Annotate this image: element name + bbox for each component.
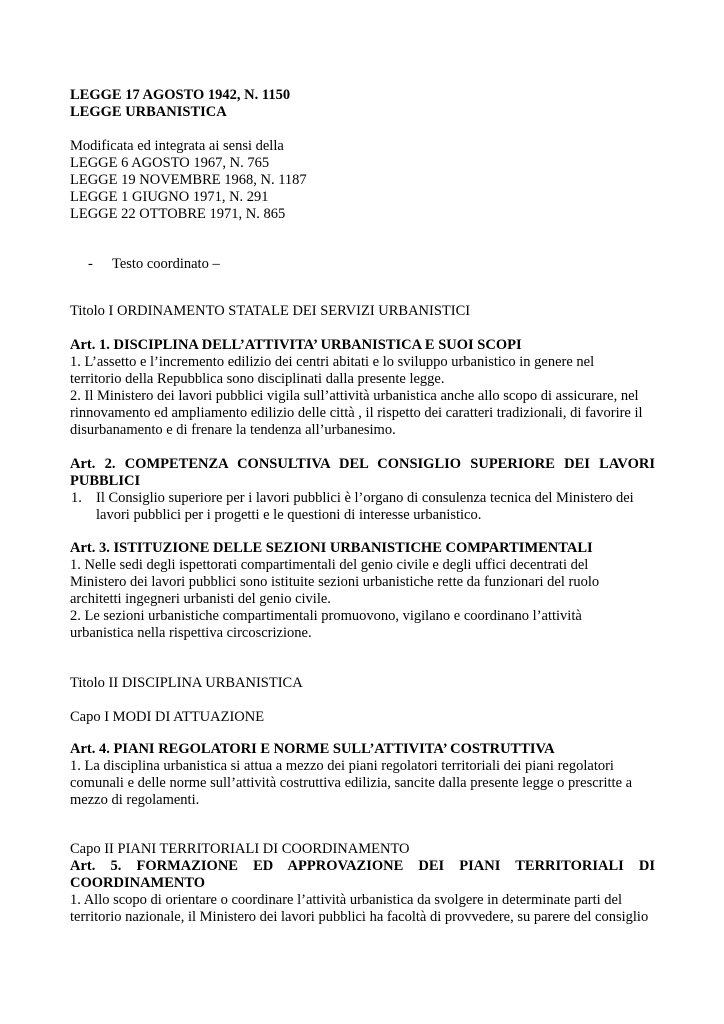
amendment-line: LEGGE 6 AGOSTO 1967, N. 765 bbox=[70, 155, 270, 171]
titolo-1-text: Titolo I ORDINAMENTO STATALE DEI SERVIZI URBANISTICI bbox=[70, 303, 471, 319]
bullet-marker: - bbox=[88, 256, 93, 272]
article-2-item-line: Il Consiglio superiore per i lavori pubblici è l’organo di consulenza tecnica del Ministero dei bbox=[96, 490, 634, 506]
article-3-line: 2. Le sezioni urbanistiche compartimentali promuovono, vigilano e coordinano l’attività bbox=[70, 608, 582, 624]
coordinated-text-label: Testo coordinato – bbox=[112, 256, 220, 272]
titolo-1-heading bbox=[70, 303, 655, 320]
article-2-heading-line-2: PUBBLICI bbox=[70, 473, 141, 489]
article-5-heading-line-2: COORDINAMENTO bbox=[70, 875, 206, 891]
article-2-heading-line-1: Art. 2. COMPETENZA CONSULTIVA DEL CONSIGLIO SUPERIORE DEI LAVORI bbox=[70, 456, 655, 472]
law-header bbox=[70, 87, 655, 121]
amendment-line: LEGGE 19 NOVEMBRE 1968, N. 1187 bbox=[70, 172, 307, 188]
titolo-2-heading bbox=[70, 675, 655, 692]
article-1 bbox=[70, 337, 655, 439]
list-item-number: 1. bbox=[71, 490, 82, 506]
article-5-heading-line-1: Art. 5. FORMAZIONE ED APPROVAZIONE DEI PIANI TERRITORIALI DI bbox=[70, 858, 655, 874]
article-4-heading: Art. 4. PIANI REGOLATORI E NORME SULL’ATTIVITA’ COSTRUTTIVA bbox=[70, 741, 555, 757]
article-1-line: 2. Il Ministero dei lavori pubblici vigila sull’attività urbanistica anche allo scopo di assicurare, nel bbox=[70, 388, 639, 404]
article-3-heading: Art. 3. ISTITUZIONE DELLE SEZIONI URBANISTICHE COMPARTIMENTALI bbox=[70, 540, 593, 556]
capo-1-heading bbox=[70, 709, 655, 726]
article-1-heading: Art. 1. DISCIPLINA DELL’ATTIVITA’ URBANISTICA E SUOI SCOPI bbox=[70, 337, 522, 353]
article-3 bbox=[70, 540, 655, 642]
article-2-item-line: lavori pubblici per i progetti e le questioni di interesse urbanistico. bbox=[96, 507, 482, 523]
article-5-line: 1. Allo scopo di orientare o coordinare l’attività urbanistica da svolgere in determinate parti del bbox=[70, 892, 623, 908]
article-3-line: Ministero dei lavori pubblici sono istituite sezioni urbanistiche rette da funzionari del ruolo bbox=[70, 574, 600, 590]
article-2-list-item bbox=[70, 490, 655, 524]
article-1-line: rinnovamento ed ampliamento edilizio delle città , il rispetto dei caratteri tradizionali, di favorire il bbox=[70, 405, 643, 421]
article-1-line: disurbanamento e di frenare la tendenza all’urbanesimo. bbox=[70, 422, 396, 438]
article-1-line: territorio della Repubblica sono disciplinati dalla presente legge. bbox=[70, 371, 445, 387]
amendment-line: LEGGE 1 GIUGNO 1971, N. 291 bbox=[70, 189, 269, 205]
article-5-line: territorio nazionale, il Ministero dei lavori pubblici ha facoltà di provvedere, su parere del consiglio bbox=[70, 909, 649, 925]
capo-2-heading: Capo II PIANI TERRITORIALI DI COORDINAMENTO bbox=[70, 841, 410, 857]
capo-1-text: Capo I MODI DI ATTUAZIONE bbox=[70, 709, 265, 725]
capo-2-and-article-5 bbox=[70, 841, 655, 926]
titolo-2-text: Titolo II DISCIPLINA URBANISTICA bbox=[70, 675, 303, 691]
article-4 bbox=[70, 741, 655, 809]
list-item-text bbox=[96, 490, 655, 524]
article-3-line: 1. Nelle sedi degli ispettorati compartimentali del genio civile e degli uffici decentrati del bbox=[70, 557, 589, 573]
article-2 bbox=[70, 456, 655, 524]
coordinated-text-bullet bbox=[88, 256, 220, 273]
amendments-intro: Modificata ed integrata ai sensi della bbox=[70, 138, 284, 154]
law-subtitle: LEGGE URBANISTICA bbox=[70, 104, 227, 120]
amendments-block bbox=[70, 138, 655, 223]
article-4-line: 1. La disciplina urbanistica si attua a mezzo dei piani regolatori territoriali dei piani regolatori bbox=[70, 758, 614, 774]
amendment-line: LEGGE 22 OTTOBRE 1971, N. 865 bbox=[70, 206, 286, 222]
article-4-line: comunali e delle norme sull’attività costruttiva edilizia, sancite dalla presente legge o prescritte a bbox=[70, 775, 633, 791]
article-1-line: 1. L’assetto e l’incremento edilizio dei centri abitati e lo sviluppo urbanistico in genere nel bbox=[70, 354, 595, 370]
article-3-line: architetti ingegneri urbanisti del genio civile. bbox=[70, 591, 331, 607]
article-3-line: urbanistica nella rispettiva circoscrizione. bbox=[70, 625, 312, 641]
law-title: LEGGE 17 AGOSTO 1942, N. 1150 bbox=[70, 87, 291, 103]
article-4-line: mezzo di regolamenti. bbox=[70, 792, 200, 808]
